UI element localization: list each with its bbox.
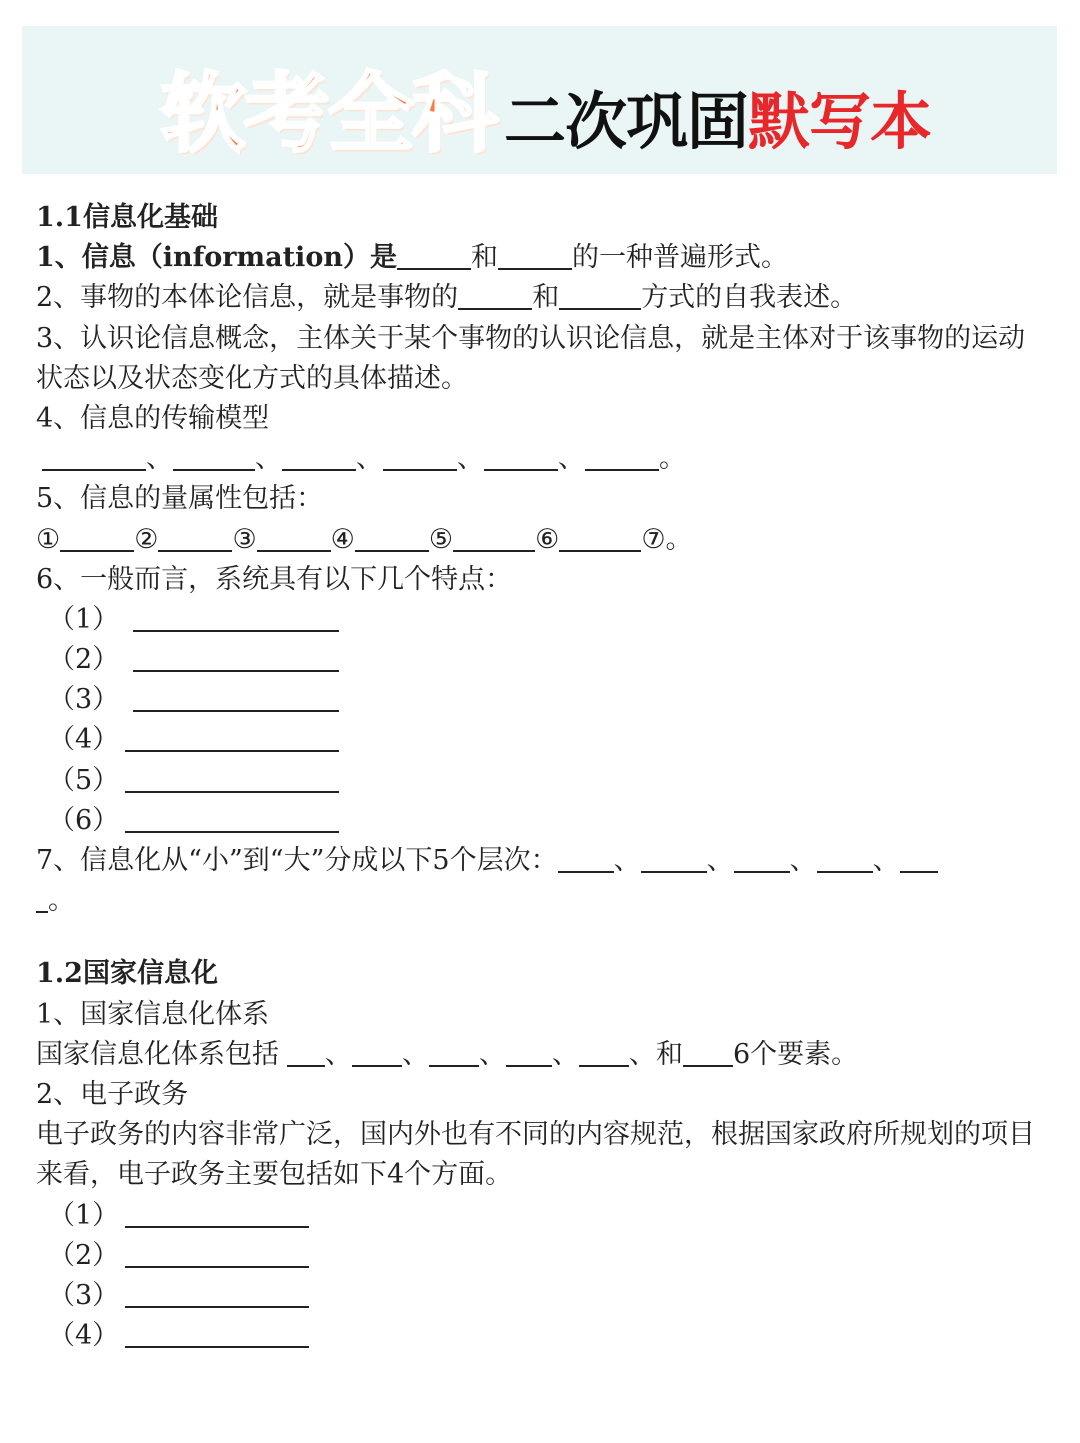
marker-5: ⑤ [428, 523, 454, 555]
blank[interactable] [133, 684, 339, 712]
list-item [36, 1316, 1051, 1356]
blank[interactable] [125, 805, 339, 833]
blank[interactable] [484, 443, 558, 471]
period: 。 [659, 443, 686, 475]
blank[interactable] [36, 885, 48, 913]
q1-2-suffix: 方式的自我表述。 [641, 282, 858, 314]
worksheet-content [36, 198, 1051, 1356]
section2-heading: 1.2国家信息化 [36, 958, 218, 990]
item-number: （1） [48, 1199, 120, 1231]
blank[interactable] [125, 1200, 309, 1228]
blank[interactable] [133, 604, 339, 632]
question-1-4: 4、信息的传输模型 [36, 402, 270, 434]
blank[interactable] [125, 1280, 309, 1308]
marker-6: ⑥ [535, 523, 560, 555]
q1-2-and: 和 [532, 282, 560, 314]
blank[interactable] [42, 443, 146, 471]
blank[interactable] [559, 524, 641, 552]
separator: 、 [872, 845, 900, 877]
blank[interactable] [734, 845, 790, 873]
question-2-1 [36, 1035, 1051, 1075]
item-number: （2） [48, 1239, 120, 1271]
q1-7-text: 7、信息化从“小”到“大”分成以下5个层次： [36, 845, 558, 877]
separator: 、 [552, 1038, 579, 1070]
list-item [36, 801, 1051, 841]
separator: 、 [558, 443, 585, 475]
question-1-3: 3、认识论信息概念，主体关于某个事物的认识论信息，就是主体对于该事物的运动状态以及状态变化方式的具体描述。 [36, 322, 1026, 394]
blank[interactable] [683, 1039, 733, 1067]
q2-1-suffix: 6个要素。 [733, 1038, 859, 1070]
q1-1-and: 和 [470, 242, 498, 274]
list-item [36, 1196, 1051, 1236]
separator: 、 [457, 443, 484, 475]
question-1-2 [36, 278, 1051, 318]
item-number: （4） [48, 1320, 120, 1352]
list-item [36, 600, 1051, 640]
item-number: （6） [48, 804, 120, 836]
period: 。 [665, 523, 693, 555]
title-part2: 二次巩固 [504, 85, 749, 158]
item-number: （4） [48, 724, 120, 756]
list-item [36, 640, 1051, 680]
question-1-6: 6、一般而言，系统具有以下几个特点： [36, 563, 513, 595]
question-2-2-title: 2、电子政务 [36, 1078, 189, 1110]
separator: 、 [629, 1038, 656, 1070]
blank[interactable] [558, 845, 614, 873]
blank[interactable] [125, 724, 339, 752]
question-1-4-blanks [36, 439, 1051, 479]
item-number: （5） [48, 764, 120, 796]
marker-1: ① [36, 523, 61, 555]
blank[interactable] [355, 524, 429, 552]
blank[interactable] [559, 282, 641, 310]
separator: 、 [706, 845, 734, 877]
blank[interactable] [352, 1039, 402, 1067]
question-2-1-title: 1、国家信息化体系 [36, 998, 270, 1030]
title-part3: 默写本 [748, 85, 932, 158]
marker-4: ④ [330, 523, 355, 555]
blank[interactable] [133, 644, 339, 672]
list-item [36, 680, 1051, 720]
item-number: （3） [48, 684, 120, 716]
period: 。 [48, 885, 75, 917]
marker-7: ⑦ [641, 523, 666, 555]
marker-2: ② [134, 523, 159, 555]
list-item [36, 1276, 1051, 1316]
blank[interactable] [282, 443, 356, 471]
list-item [36, 1236, 1051, 1276]
blank[interactable] [257, 524, 331, 552]
question-1-7 [36, 841, 1051, 881]
blank[interactable] [453, 524, 535, 552]
marker-3: ③ [232, 523, 257, 555]
blank[interactable] [125, 765, 339, 793]
blank[interactable] [900, 845, 938, 873]
page-title [160, 44, 932, 164]
q1-1-prefix: 1、信息（information）是 [36, 242, 397, 274]
q1-1-suffix: 的一种普遍形式。 [571, 242, 788, 274]
blank[interactable] [458, 282, 532, 310]
blank[interactable] [641, 845, 707, 873]
question-1-5-blanks [36, 520, 1051, 560]
question-2-2-text: 电子政务的内容非常广泛，国内外也有不同的内容规范，根据国家政府所规划的项目来看，电子政务主要包括如下4个方面。 [36, 1119, 1035, 1191]
question-1-7-cont [36, 881, 1051, 921]
question-1-1 [36, 238, 1051, 278]
item-number: （1） [48, 603, 120, 635]
blank[interactable] [429, 1039, 479, 1067]
blank[interactable] [287, 1039, 325, 1067]
section1-heading: 1.1信息化基础 [36, 202, 218, 233]
q2-1-prefix: 国家信息化体系包括 [36, 1038, 279, 1070]
blank[interactable] [173, 443, 255, 471]
blank[interactable] [397, 242, 471, 270]
item-number: （2） [48, 644, 120, 676]
blank[interactable] [125, 1320, 309, 1348]
blank[interactable] [125, 1240, 309, 1268]
blank[interactable] [579, 1039, 629, 1067]
blank[interactable] [506, 1039, 552, 1067]
separator: 、 [255, 443, 282, 475]
list-item [36, 761, 1051, 801]
blank[interactable] [498, 242, 572, 270]
separator: 、 [146, 443, 173, 475]
blank[interactable] [383, 443, 457, 471]
blank[interactable] [158, 524, 232, 552]
q2-1-and: 和 [656, 1038, 683, 1070]
separator: 、 [325, 1038, 352, 1070]
question-1-5: 5、信息的量属性包括： [36, 483, 324, 515]
separator: 、 [356, 443, 383, 475]
title-part1: 软考全科 [160, 64, 496, 164]
separator: 、 [789, 845, 817, 877]
separator: 、 [613, 845, 641, 877]
q1-2-prefix: 2、事物的本体论信息，就是事物的 [36, 282, 459, 314]
separator: 、 [479, 1038, 506, 1070]
blank[interactable] [60, 524, 134, 552]
list-item [36, 720, 1051, 760]
separator: 、 [402, 1038, 429, 1070]
blank[interactable] [817, 845, 873, 873]
blank[interactable] [585, 443, 659, 471]
item-number: （3） [48, 1279, 120, 1311]
